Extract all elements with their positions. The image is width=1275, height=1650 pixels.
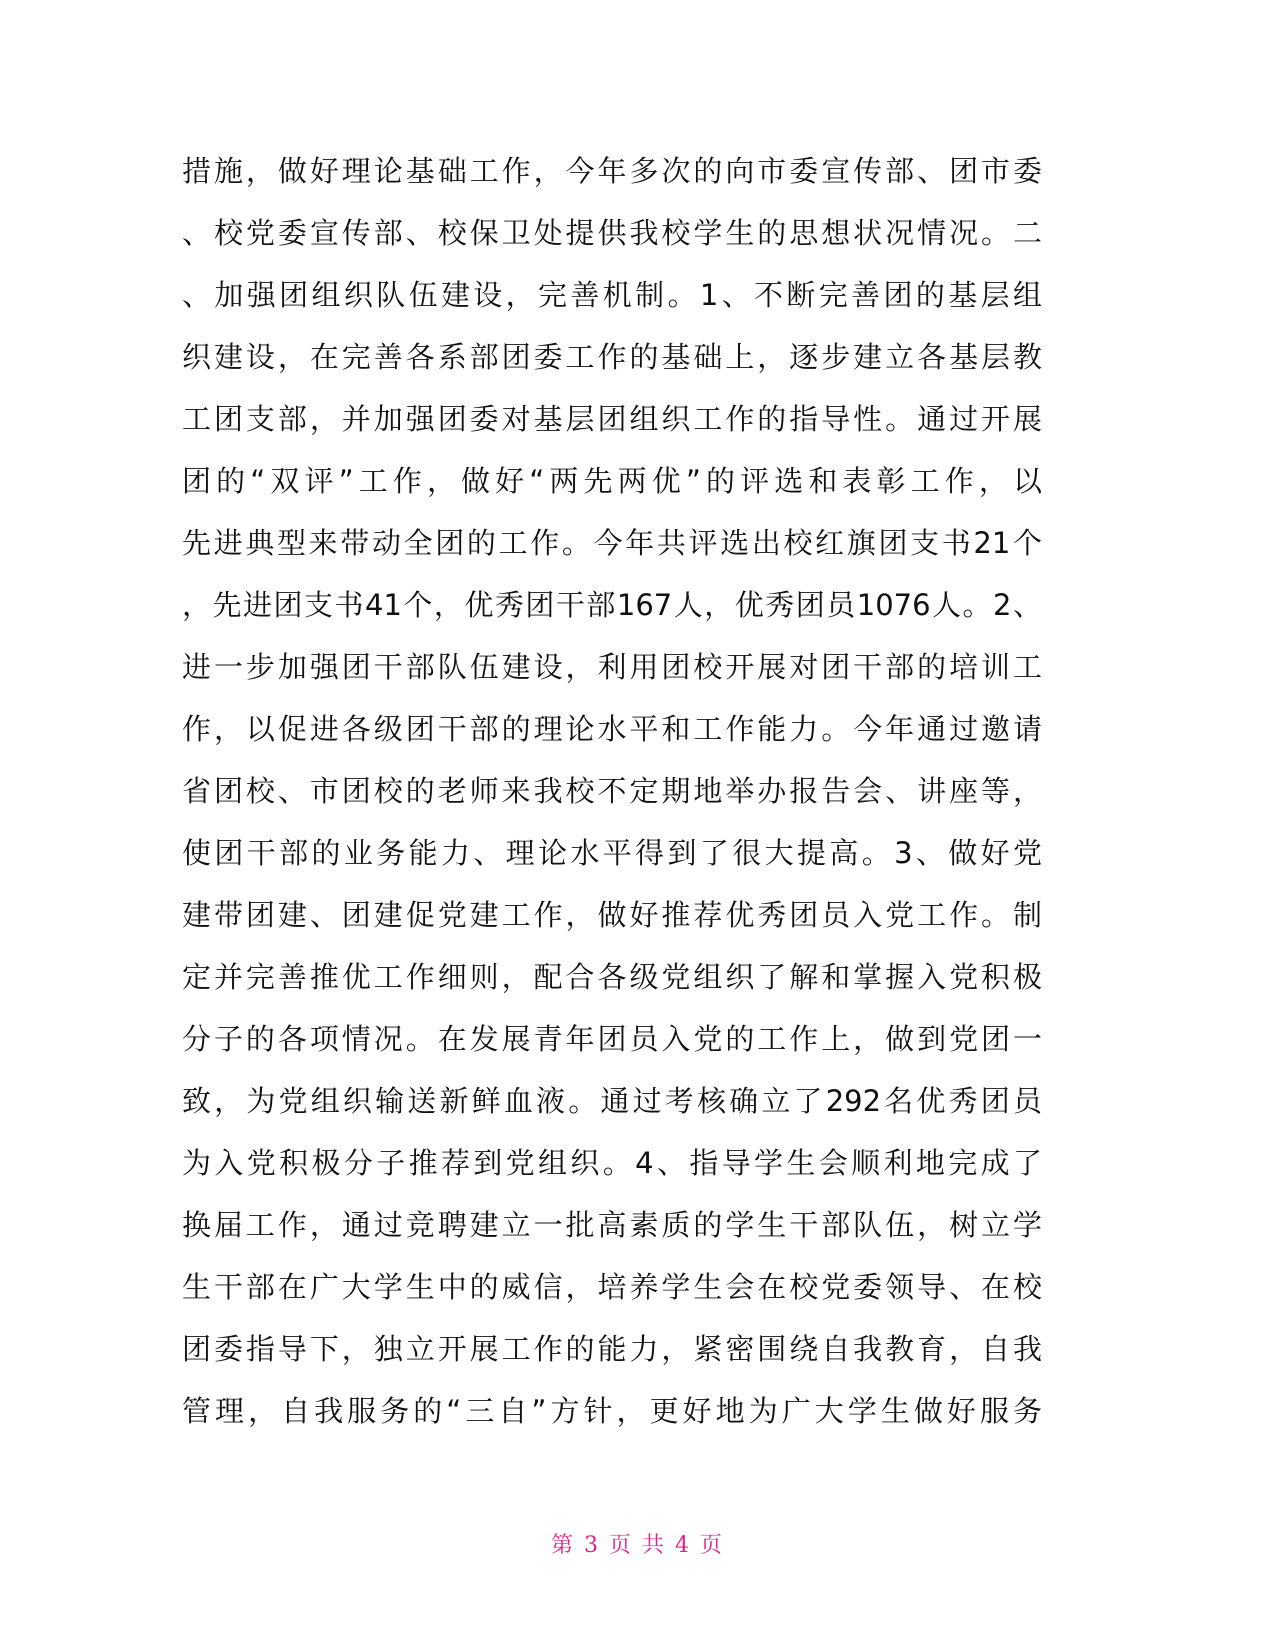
- text-line: 、校党委宣传部、校保卫处提供我校学生的思想状况情况。二: [182, 216, 1042, 250]
- text-line: 织建设，在完善各系部团委工作的基础上，逐步建立各基层教: [182, 340, 1042, 374]
- text-line: 省团校、市团校的老师来我校不定期地举办报告会、讲座等，: [182, 774, 1042, 808]
- text-line: 建带团建、团建促党建工作，做好推荐优秀团员入党工作。制: [182, 898, 1042, 932]
- text-line: 作，以促进各级团干部的理论水平和工作能力。今年通过邀请: [182, 712, 1042, 746]
- text-line: 为入党积极分子推荐到党组织。4、指导学生会顺利地完成了: [182, 1146, 1042, 1180]
- text-line: 换届工作，通过竞聘建立一批高素质的学生干部队伍，树立学: [182, 1208, 1042, 1242]
- text-line: 进一步加强团干部队伍建设，利用团校开展对团干部的培训工: [182, 650, 1042, 684]
- text-line: 管理，自我服务的“三自”方针，更好地为广大学生做好服务: [182, 1394, 1042, 1428]
- text-line: 团委指导下，独立开展工作的能力，紧密围绕自我教育，自我: [182, 1332, 1042, 1366]
- text-line: 工团支部，并加强团委对基层团组织工作的指导性。通过开展: [182, 402, 1042, 436]
- text-line: 团的“双评”工作，做好“两先两优”的评选和表彰工作，以: [182, 464, 1042, 498]
- text-line: 生干部在广大学生中的威信，培养学生会在校党委领导、在校: [182, 1270, 1042, 1304]
- text-line: 使团干部的业务能力、理论水平得到了很大提高。3、做好党: [182, 836, 1042, 870]
- body-text: [182, 140, 1042, 1442]
- text-line: 致，为党组织输送新鲜血液。通过考核确立了292名优秀团员: [182, 1084, 1042, 1118]
- text-line: 、加强团组织队伍建设，完善机制。1、不断完善团的基层组: [182, 278, 1042, 312]
- text-line: 措施，做好理论基础工作，今年多次的向市委宣传部、团市委: [182, 154, 1042, 188]
- text-line: 先进典型来带动全团的工作。今年共评选出校红旗团支书21个: [182, 526, 1042, 560]
- page-footer: 第 3 页 共 4 页: [551, 1533, 724, 1558]
- text-line: 定并完善推优工作细则，配合各级党组织了解和掌握入党积极: [182, 960, 1042, 994]
- text-line: ，先进团支书41个，优秀团干部167人，优秀团员1076人。2、: [182, 588, 1042, 622]
- text-line: 分子的各项情况。在发展青年团员入党的工作上，做到党团一: [182, 1022, 1042, 1056]
